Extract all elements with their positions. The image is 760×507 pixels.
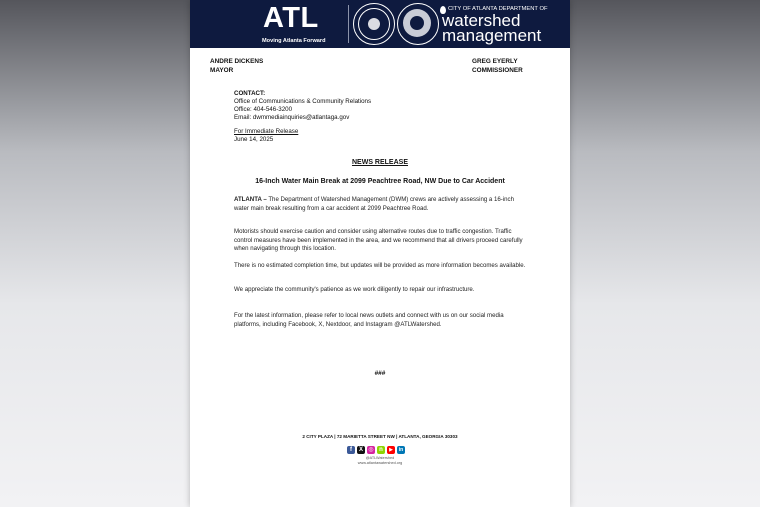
department-seal-icon	[397, 3, 439, 45]
city-seal-icon	[353, 3, 395, 45]
paragraph-3: There is no estimated completion time, but updates will be provided as more information becomes available.	[234, 262, 526, 269]
contact-office: Office of Communications & Community Relations	[234, 98, 372, 105]
header-divider	[348, 5, 349, 43]
commissioner-name: GREG EYERLY	[472, 58, 518, 65]
end-mark: ###	[374, 370, 386, 377]
paragraph-1-text: The Department of Watershed Management (DWM) crews are actively assessing a 16-inch water main break resulting from a car accident at 2099 Peachtree Road.	[234, 196, 514, 212]
immediate-release-label: For Immediate Release	[234, 128, 299, 135]
paragraph-4: We appreciate the community's patience as we work diligently to repair our infrastructure.	[234, 286, 475, 293]
contact-email: Email: dwmmediainquiries@atlantaga.gov	[234, 114, 350, 121]
atl-logo-text: ATL	[263, 2, 319, 34]
contact-heading: CONTACT:	[234, 90, 266, 97]
release-date: June 14, 2025	[234, 136, 274, 143]
nextdoor-icon[interactable]: n	[377, 446, 385, 454]
linkedin-icon[interactable]: in	[398, 447, 404, 453]
commissioner-title: COMMISSIONER	[472, 67, 523, 74]
mayor-name: ANDRE DICKENS	[210, 58, 264, 65]
mayor-title: MAYOR	[210, 67, 234, 74]
press-release-page	[190, 0, 570, 507]
release-headline: 16-Inch Water Main Break at 2099 Peachtree Road, NW Due to Car Accident	[255, 178, 505, 185]
department-label: CITY OF ATLANTA DEPARTMENT OF	[448, 6, 548, 12]
facebook-icon[interactable]: f	[347, 446, 355, 454]
instagram-icon[interactable]: ◎	[368, 447, 374, 453]
paragraph-2: Motorists should exercise caution and consider using alternative routes due to traffic congestion. Traffic control measures have been implemented in the area, and we recommend that all drivers proceed carefully when navigating through this location.	[234, 228, 523, 253]
paragraph-5: For the latest information, please refer to local news outlets and connect with us on our social media platforms, including Facebook, X, Nextdoor, and Instagram @ATLWatershed.	[234, 312, 504, 328]
x-icon[interactable]: X	[358, 447, 363, 453]
letterhead-banner	[190, 0, 570, 48]
atl-tagline: Moving Atlanta Forward	[262, 38, 326, 44]
contact-phone: Office: 404-546-3200	[234, 106, 293, 113]
news-release-heading: NEWS RELEASE	[351, 159, 408, 166]
footer-address: 2 CITY PLAZA | 72 MARIETTA STREET NW | ATLANTA, GEORGIA 30303	[302, 434, 458, 439]
dateline: ATLANTA –	[234, 196, 267, 203]
paragraph-1	[234, 196, 526, 213]
youtube-icon[interactable]: ▶	[387, 446, 395, 454]
footer-handle: @ATLWatershed	[365, 456, 395, 460]
department-name-line1: watershed	[442, 11, 521, 30]
department-name-line2: management	[442, 26, 542, 45]
footer-website[interactable]: www.atlantawatershed.org	[357, 461, 403, 465]
